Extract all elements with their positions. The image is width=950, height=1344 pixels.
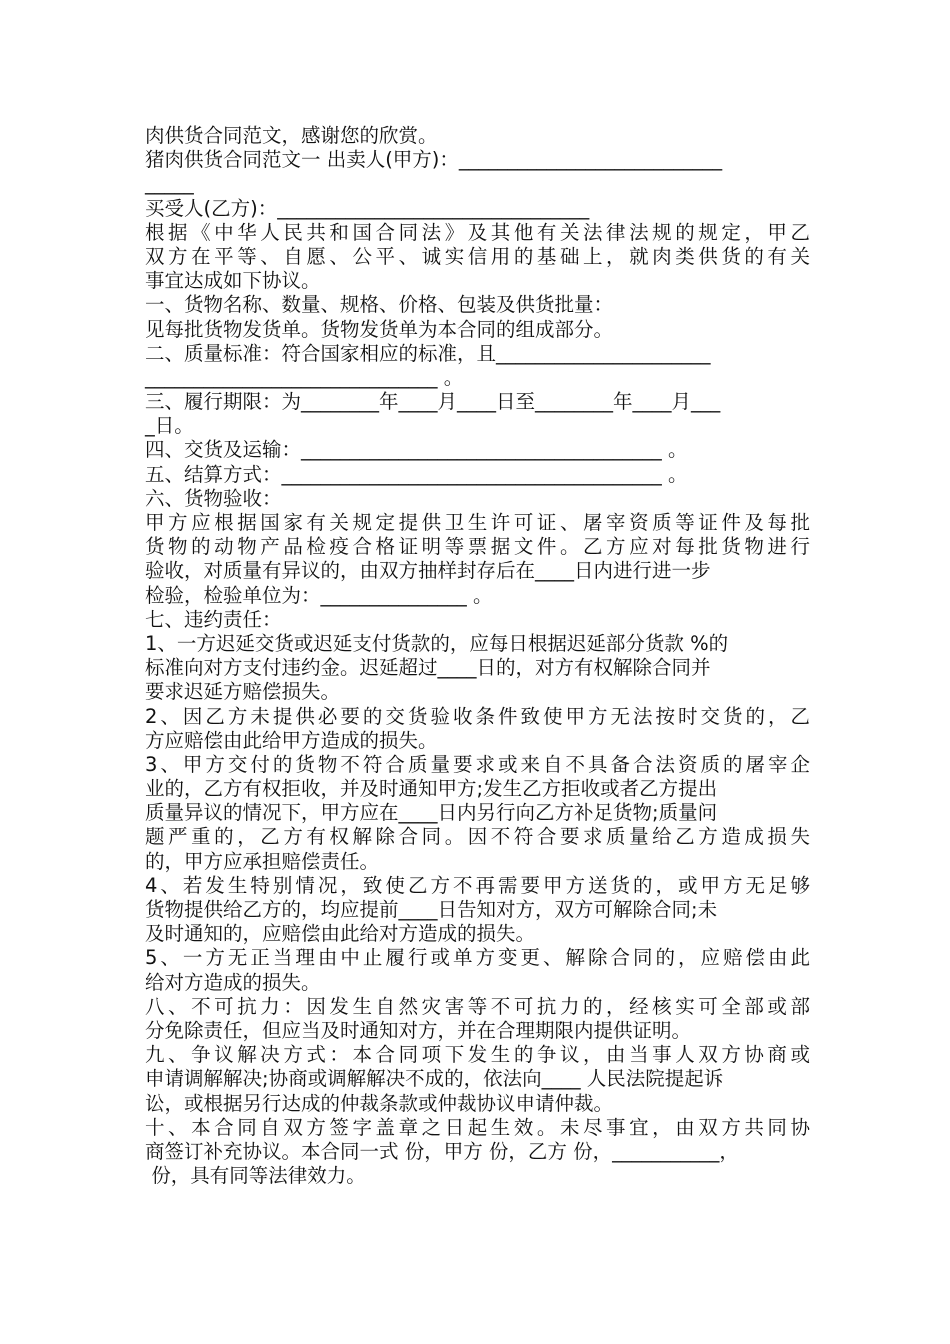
text-line: 方应赔偿由此给甲方造成的损失。 (145, 728, 438, 752)
text-line: 及时通知的，应赔偿由此给对方造成的损失。 (145, 922, 536, 946)
text-line: 1、一方迟延交货或迟延支付货款的，应每日根据迟延部分货款 %的 (145, 631, 729, 655)
text-line: 题严重的，乙方有权解除合同。因不符合要求质量给乙方造成损失 (145, 825, 810, 849)
text-line: 七、违约责任： (145, 607, 282, 631)
text-line: 肉供货合同范文，感谢您的欣赏。 (145, 124, 438, 147)
text-line: 份，具有同等法律效力。 (145, 1164, 366, 1188)
text-line: 三、履行期限：为________年____月____日至________年____月___ (145, 390, 721, 414)
text-line: 的，甲方应承担赔偿责任。 (145, 849, 380, 873)
text-line: 商签订补充协议。本合同一式 份，甲方 份，乙方 份，___________， (145, 1139, 739, 1163)
text-line: 货物的动物产品检疫合格证明等票据文件。乙方应对每批货物进行 (145, 535, 810, 559)
text-line: 十、本合同自双方签字盖章之日起生效。未尽事宜，由双方共同协 (145, 1115, 810, 1139)
text-line: 双方在平等、自愿、公平、诚实信用的基础上，就肉类供货的有关 (145, 244, 810, 268)
text-line: 事宜达成如下协议。 (145, 269, 321, 293)
text-line: 2、因乙方未提供必要的交货验收条件致使甲方无法按时交货的，乙 (145, 704, 810, 728)
text-line: _日。 (145, 414, 194, 438)
document-body (145, 124, 810, 1188)
text-line: 分免除责任，但应当及时通知对方，并在合理期限内提供证明。 (145, 1018, 692, 1042)
text-line: 见每批货物发货单。货物发货单为本合同的组成部分。 (145, 317, 614, 341)
text-line: 给对方造成的损失。 (145, 970, 321, 994)
text-line: 标准向对方支付违约金。迟延超过____日的，对方有权解除合同并 (145, 656, 711, 680)
text-line: _____ (145, 172, 194, 196)
text-line: 业的，乙方有权拒收，并及时通知甲方;发生乙方拒收或者乙方提出 (145, 777, 718, 801)
text-line: 甲方应根据国家有关规定提供卫生许可证、屠宰资质等证件及每批 (145, 511, 810, 534)
text-line: 要求迟延方赔偿损失。 (145, 680, 341, 704)
text-line: 讼，或根据另行达成的仲裁条款或仲裁协议申请仲裁。 (145, 1091, 614, 1115)
text-line: 九、争议解决方式：本合同项下发生的争议，由当事人双方协商或 (145, 1043, 810, 1067)
text-line: 根据《中华人民共和国合同法》及其他有关法律法规的规定，甲乙 (145, 220, 810, 244)
text-line: 买受人(乙方)：________________________________ (145, 196, 590, 220)
text-line: 检验，检验单位为：_______________ 。 (145, 583, 493, 607)
text-line: 货物提供给乙方的，均应提前____日告知对方，双方可解除合同;未 (145, 898, 718, 921)
text-line: 4、若发生特别情况，致使乙方不再需要甲方送货的，或甲方无足够 (145, 873, 810, 897)
text-line: 申请调解解决;协商或调解解决不成的，依法向____ 人民法院提起诉 (145, 1067, 724, 1091)
text-line: 五、结算方式：_______________________________________ 。 (145, 462, 688, 486)
text-line: 一、货物名称、数量、规格、价格、包装及供货批量： (145, 293, 614, 317)
text-line: 六、货物验收： (145, 486, 282, 510)
text-line: 二、质量标准：符合国家相应的标准，且______________________ (145, 341, 711, 365)
text-line: 3、甲方交付的货物不符合质量要求或来自不具备合法资质的屠宰企 (145, 752, 810, 776)
text-line: 验收，对质量有异议的，由双方抽样封存后在____日内进行进一步 (145, 559, 711, 583)
text-line: ______________________________ 。 (145, 365, 464, 389)
text-line: 八、不可抗力：因发生自然灾害等不可抗力的，经核实可全部或部 (145, 994, 810, 1018)
text-line: 质量异议的情况下，甲方应在____日内另行向乙方补足货物;质量问 (145, 801, 718, 825)
text-line: 四、交货及运输：_____________________________________ 。 (145, 438, 688, 462)
text-line: 5、一方无正当理由中止履行或单方变更、解除合同的，应赔偿由此 (145, 946, 810, 970)
text-line: 猪肉供货合同范文一 出卖人(甲方)：___________________________ (145, 148, 723, 172)
